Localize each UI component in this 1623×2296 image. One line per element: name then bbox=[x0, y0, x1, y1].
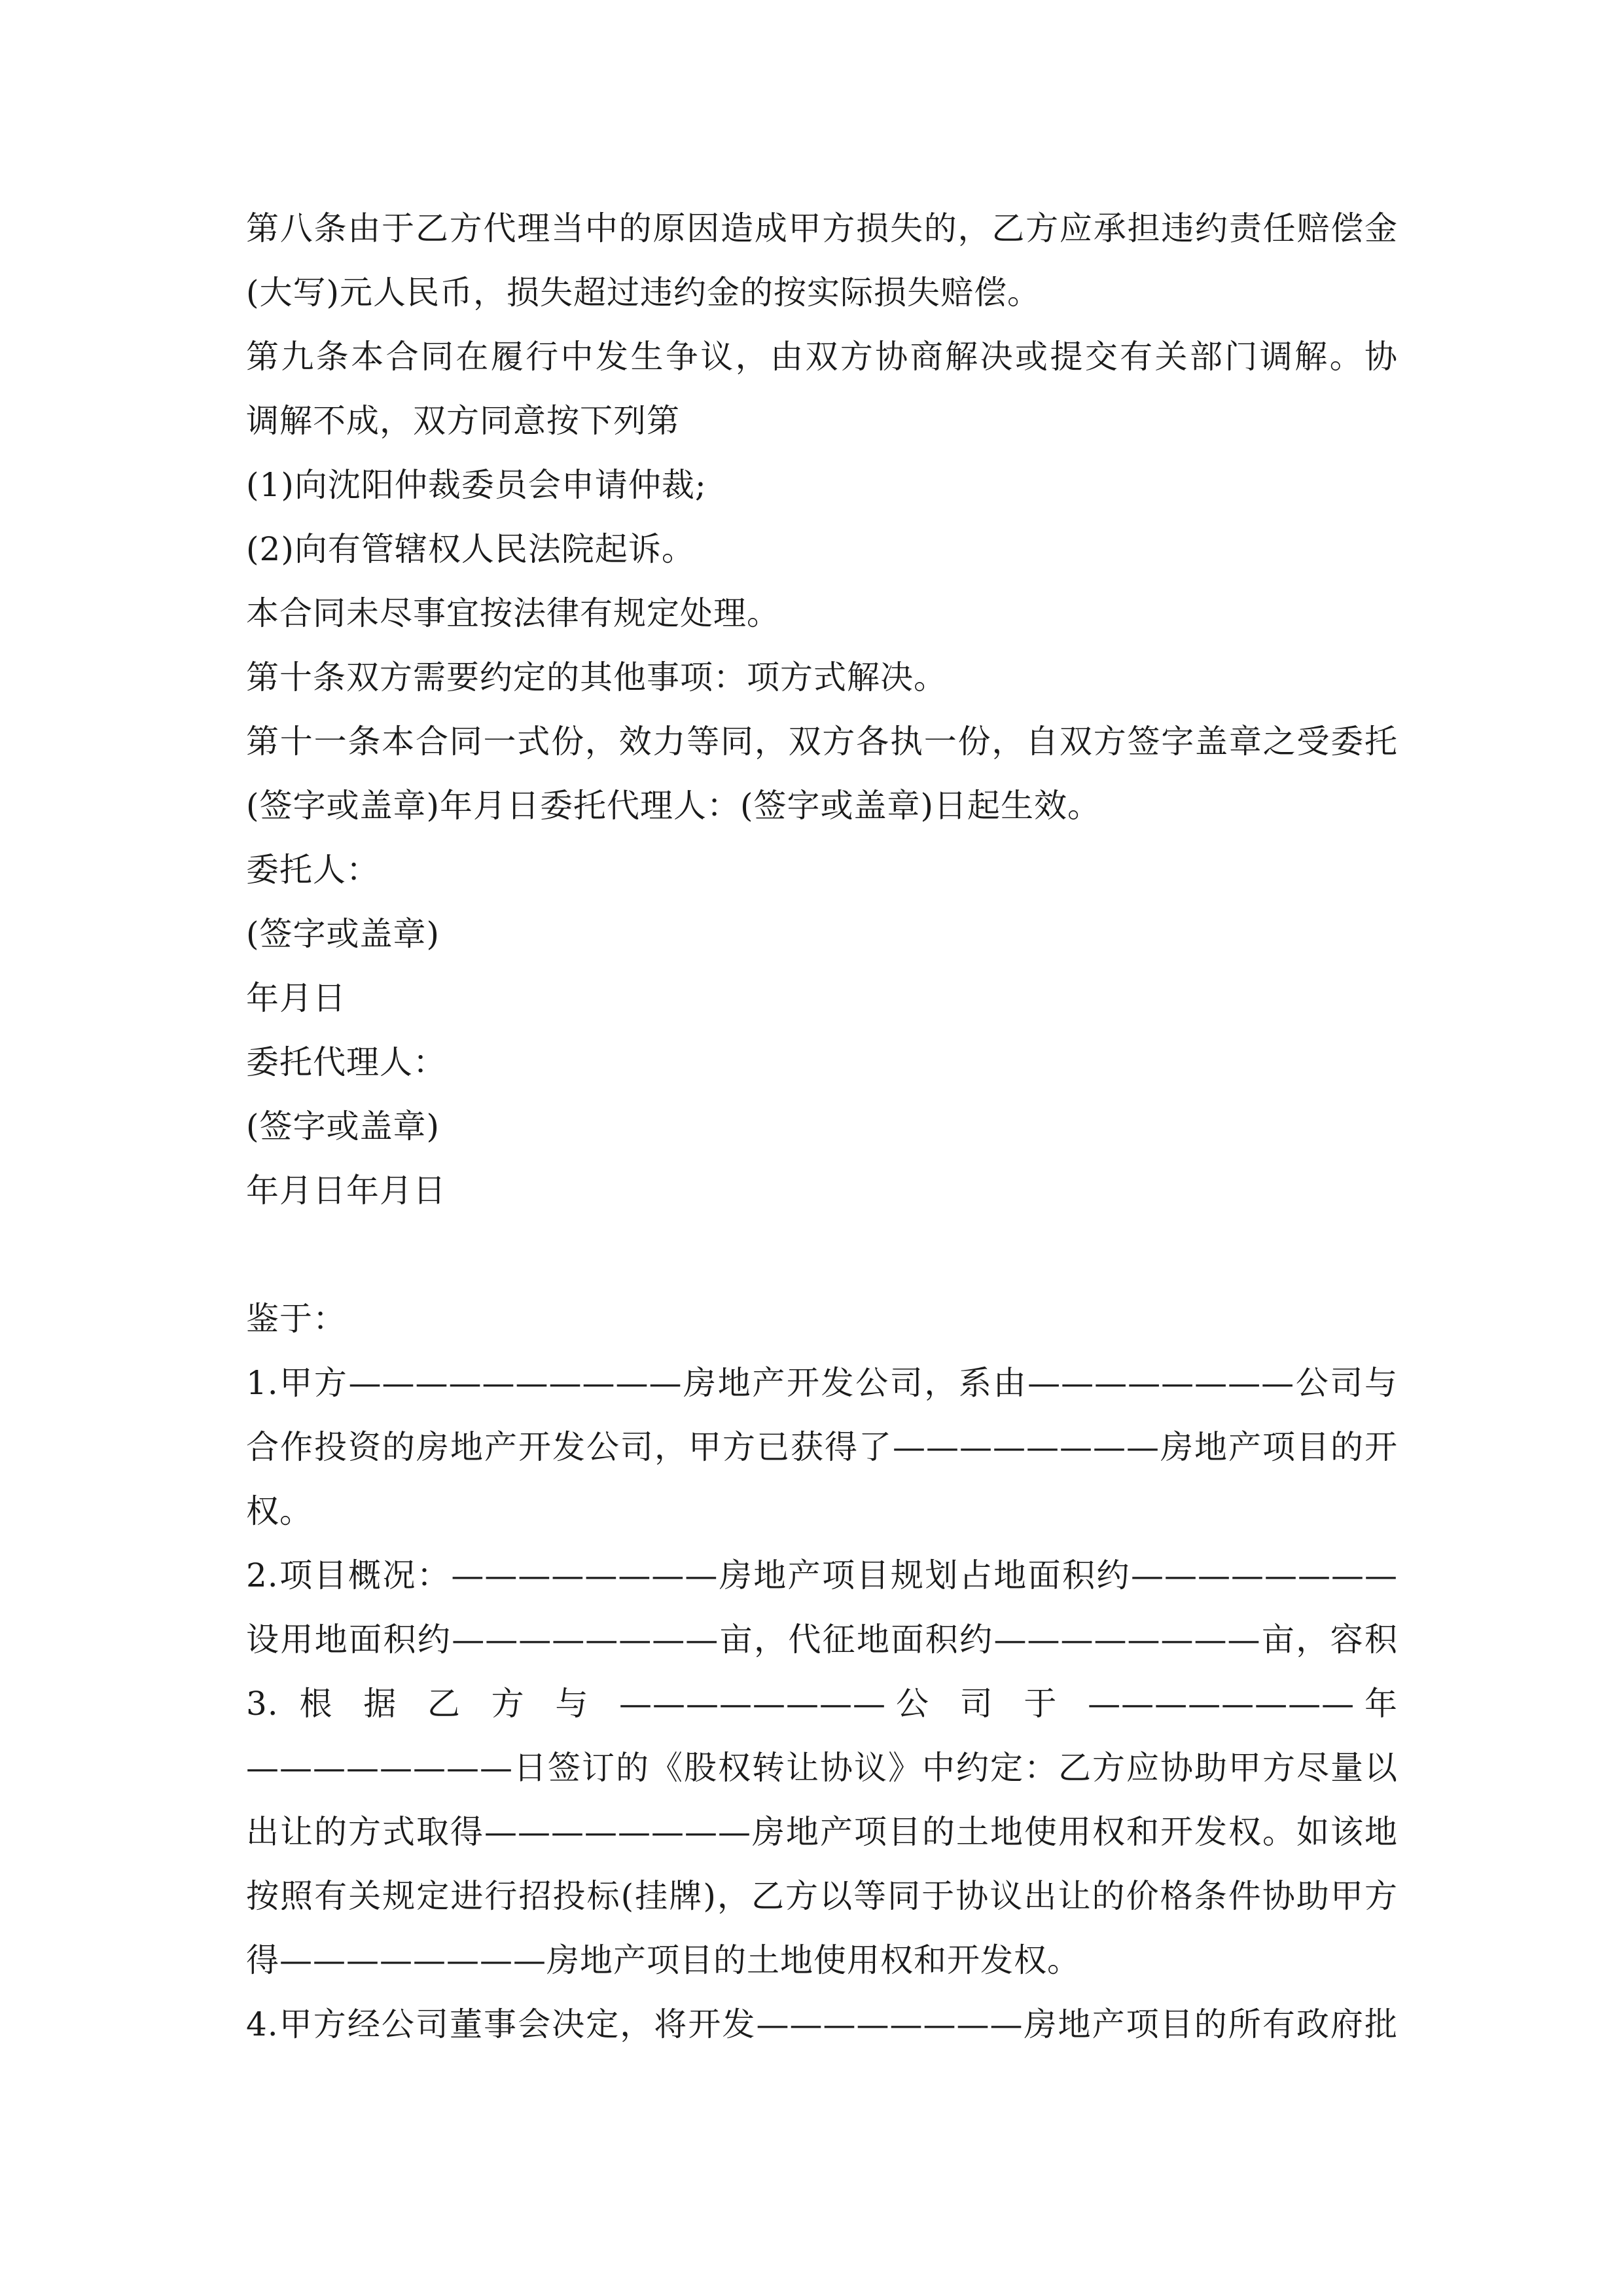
text-line: 3. 根 据 乙 方 与 ————————公 司 于 ————————年 bbox=[246, 1685, 1398, 1723]
text-line: (1)向沈阳仲裁委员会申请仲裁; bbox=[246, 466, 707, 504]
text-line: 出让的方式取得————————房地产项目的土地使用权和开发权。如该地 bbox=[246, 1813, 1398, 1851]
text-line: 调解不成，双方同意按下列第 bbox=[246, 402, 680, 440]
section-gap bbox=[246, 1223, 1398, 1287]
text-line: (签字或盖章)年月日委托代理人：(签字或盖章)日起生效。 bbox=[246, 787, 1101, 825]
text-line: 按照有关规定进行招投标(挂牌)，乙方以等同于协议出让的价格条件协助甲方 bbox=[246, 1877, 1398, 1915]
text-line: 委托人： bbox=[246, 851, 380, 889]
text-line: 2.项目概况：————————房地产项目规划占地面积约———————— bbox=[246, 1556, 1398, 1594]
text-line: (签字或盖章) bbox=[246, 1107, 440, 1145]
text-line: 委托代理人： bbox=[246, 1043, 446, 1081]
text-line: 合作投资的房地产开发公司，甲方已获得了————————房地产项目的开 bbox=[246, 1428, 1398, 1466]
text-line: 年月日 bbox=[246, 979, 346, 1017]
text-line: ————————日签订的《股权转让协议》中约定：乙方应协助甲方尽量以 bbox=[246, 1749, 1398, 1787]
text-line: 得————————房地产项目的土地使用权和开发权。 bbox=[246, 1941, 1080, 1979]
text-line: 第十条双方需要约定的其他事项：项方式解决。 bbox=[246, 658, 947, 696]
text-line: 1.甲方——————————房地产开发公司，系由————————公司与 bbox=[246, 1364, 1398, 1402]
text-line: 第八条由于乙方代理当中的原因造成甲方损失的，乙方应承担违约责任赔偿金 bbox=[246, 209, 1398, 247]
text-line: 年月日年月日 bbox=[246, 1172, 446, 1210]
text-line: (2)向有管辖权人民法院起诉。 bbox=[246, 530, 695, 568]
text-line: 第十一条本合同一式份，效力等同，双方各执一份，自双方签字盖章之受委托 bbox=[246, 723, 1398, 761]
text-line: (签字或盖章) bbox=[246, 915, 440, 953]
text-line: 设用地面积约————————亩，代征地面积约————————亩，容积 bbox=[246, 1621, 1398, 1659]
text-line: 权。 bbox=[246, 1492, 313, 1530]
text-line: 4.甲方经公司董事会决定，将开发————————房地产项目的所有政府批 bbox=[246, 2005, 1398, 2043]
text-line: 本合同未尽事宜按法律有规定处理。 bbox=[246, 594, 780, 632]
text-line: 第九条本合同在履行中发生争议，由双方协商解决或提交有关部门调解。协 bbox=[246, 338, 1398, 376]
text-line: 鉴于： bbox=[246, 1300, 346, 1338]
document-body bbox=[246, 196, 1398, 2056]
text-line: (大写)元人民币，损失超过违约金的按实际损失赔偿。 bbox=[246, 274, 1041, 312]
